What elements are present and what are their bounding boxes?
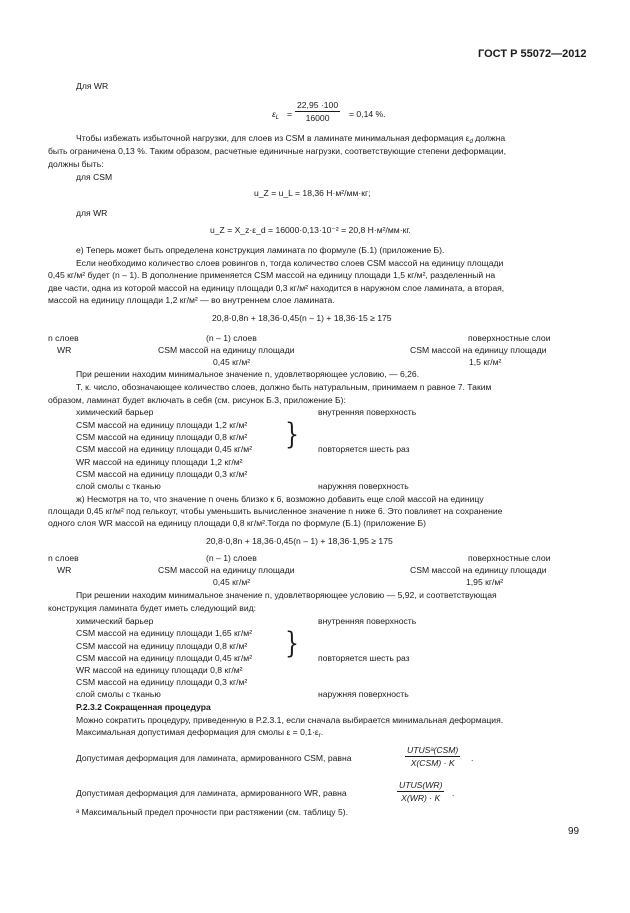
eq-csm: u_Z = u_L = 18,36 Н·м²/мм·кг; xyxy=(254,188,371,198)
para-zh-line1: ж) Несмотря на то, что значение n очень близко к 6, возможно добавить еще слой массой на единицу xyxy=(76,494,484,504)
legend2-wr: WR xyxy=(57,565,72,575)
list1-inner: внутренняя поверхность xyxy=(318,407,417,417)
allow-wr-fraction xyxy=(397,780,444,803)
list2-item: CSM массой на единицу площади 0,45 кг/м² xyxy=(76,653,253,663)
allow-wr-denominator: X(WR) · K xyxy=(401,793,441,803)
para1-line2: быть ограничена 0,13 %. Таким образом, расчетные единичные нагрузки, соответствующие степени деформации, xyxy=(48,146,506,156)
para-e-line2: Если необходимо количество слоев ровингов n, тогда количество слоев CSM массой на единицу площади xyxy=(76,258,504,268)
legend1-15: 1,5 кг/м² xyxy=(469,357,502,367)
eq-wr: u_Z = X_z·ε_d = 16000·0,13·10⁻² = 20,8 Н·м²/мм·кг. xyxy=(210,225,411,235)
legend2-n-minus-1: (n – 1) слоев xyxy=(206,553,257,563)
footnote: ᵃ Максимальный предел прочности при растяжении (см. таблицу 5). xyxy=(76,807,349,817)
strain-result: = 0,14 %. xyxy=(349,109,386,119)
allow-csm-numerator: UTUSᵃ(CSM) xyxy=(407,745,459,755)
eps-symbol: $\varepsilon_L$ xyxy=(272,109,280,121)
legend2-csm-2: CSM массой на единицу площади xyxy=(410,565,547,575)
legend1-csm-2: CSM массой на единицу площади xyxy=(410,345,547,355)
para-min1: При решении находим минимальное значение n, удовлетворяющее условию, — 6,26. xyxy=(76,369,420,379)
list1-repeat: повторяется шесть раз xyxy=(318,444,410,454)
brace-icon: } xyxy=(285,628,299,661)
legend2-surface: поверхностные слои xyxy=(468,553,551,563)
list1-outer: наружняя поверхность xyxy=(318,481,409,491)
allow-wr-text: Допустимая деформация для ламината, армированного WR, равна xyxy=(76,788,347,798)
para-e-line3: 0,45 кг/м² будет (n – 1). В дополнение применяется CSM массой на единицу площади 1,5 кг/м², разделенный на xyxy=(48,270,496,280)
strain-fraction xyxy=(295,100,340,123)
equals-sign: = xyxy=(287,109,293,119)
section-line2: Максимальная допустимая деформация для смолы $\varepsilon = 0,1\cdot\varepsilon_r$. xyxy=(76,727,324,739)
legend1-n-minus-1: (n – 1) слоев xyxy=(206,333,257,343)
list1-item: CSM массой на единицу площади 0,45 кг/м² xyxy=(76,444,253,454)
para-zh-line3: одного слоя WR массой на единицу площади 0,8 кг/м².Тогда по формуле (Б.1) (приложение Б) xyxy=(48,518,426,528)
list2-item: CSM массой на единицу площади 0,3 кг/м² xyxy=(76,677,248,687)
para-min2-line2: конструкция ламината будет иметь следующий вид: xyxy=(48,603,257,613)
list1-item: CSM массой на единицу площади 0,8 кг/м² xyxy=(76,432,248,442)
legend2-045: 0,45 кг/м² xyxy=(213,577,251,587)
para-nat-line2: образом, ламинат будет включать в себя (см. рисунок Б.3, приложение Б): xyxy=(48,395,346,405)
para-e-line1: е) Теперь может быть определена конструкция ламината по формуле (Б.1) (приложение Б). xyxy=(76,245,445,255)
legend1-045: 0,45 кг/м² xyxy=(213,357,251,367)
legend2-195: 1,95 кг/м² xyxy=(466,577,504,587)
allow-csm-denominator: X(CSM) · K xyxy=(410,758,455,768)
wr-label: Для WR xyxy=(76,81,109,91)
section-line1: Можно сократить процедуру, приведенную в Р.2.3.1, если сначала выбирается минимальная деформация. xyxy=(76,715,504,725)
list2-item: CSM массой на единицу площади 1,65 кг/м² xyxy=(76,628,253,638)
list2-item: слой смолы с тканью xyxy=(76,689,161,699)
para-min2-line1: При решении находим минимальное значение n, удовлетворяющее условию — 5,92, и соответствующая xyxy=(76,590,497,600)
list2-item: WR массой на единицу площади 0,8 кг/м² xyxy=(76,665,243,675)
allow-csm-end: . xyxy=(471,753,474,763)
allow-wr-end: . xyxy=(452,788,455,798)
formula-2: 20,8·0,8n + 18,36·0,45(n – 1) + 18,36·1,95 ≥ 175 xyxy=(206,536,393,546)
para1-line3: должны быть: xyxy=(48,159,104,169)
allow-csm-fraction xyxy=(405,745,460,768)
strain-denominator: 16000 xyxy=(305,113,330,123)
list1-item: CSM массой на единицу площади 0,3 кг/м² xyxy=(76,469,248,479)
list1-item: слой смолы с тканью xyxy=(76,481,161,491)
para1-line1: Чтобы избежать избыточной нагрузки, для слоев из CSM в ламинате минимальная деформация $\varepsilon_d$ должна xyxy=(76,133,506,145)
running-header: ГОСТ Р 55072—2012 xyxy=(478,48,587,60)
list2-outer: наружняя поверхность xyxy=(318,689,409,699)
legend1-csm: CSM массой на единицу площади xyxy=(158,345,295,355)
section-title: Р.2.3.2 Сокращенная процедура xyxy=(76,702,211,712)
legend1-wr: WR xyxy=(57,345,72,355)
list1-item: WR массой на единицу площади 1,2 кг/м² xyxy=(76,457,243,467)
list2-inner: внутренняя поверхность xyxy=(318,616,417,626)
legend1-surface: поверхностные слои xyxy=(468,333,551,343)
legend2-n-layers: n слоев xyxy=(48,553,79,563)
para-e-line4: две части, одна из которой массой на единицу площади 0,3 кг/м² находится в наружном слое ламината, а вторая, xyxy=(48,283,505,293)
para-zh-line2: площади 0,45 кг/м² под гелькоут, чтобы уменьшить вычисленное значение n ниже 6. Это повлияет на сохранение xyxy=(48,506,503,516)
list2-item: CSM массой на единицу площади 0,8 кг/м² xyxy=(76,641,248,651)
para-e-line5: массой на единицу площади 1,2 кг/м² — во внутреннем слое ламината. xyxy=(48,295,335,305)
list2-repeat: повторяется шесть раз xyxy=(318,653,410,663)
strain-numerator: 22,95 ·100 xyxy=(297,100,339,110)
allow-wr-numerator: UTUS(WR) xyxy=(399,780,443,790)
list1-item: CSM массой на единицу площади 1,2 кг/м² xyxy=(76,420,248,430)
csm-label: для CSM xyxy=(76,172,113,182)
allow-csm-text: Допустимая деформация для ламината, армированного CSM, равна xyxy=(76,753,352,763)
list1-item: химический барьер xyxy=(76,407,154,417)
brace-icon: } xyxy=(285,419,299,452)
page-number: 99 xyxy=(568,826,580,837)
wr-label-2: для WR xyxy=(76,208,108,218)
para-nat-line1: Т. к. число, обозначающее количество слоев, должно быть натуральным, принимаем n равное 7. Таким xyxy=(76,382,492,392)
list2-item: химический барьер xyxy=(76,616,154,626)
formula-1: 20,8·0,8n + 18,36·0,45(n – 1) + 18,36·15 ≥ 175 xyxy=(212,313,392,323)
legend2-csm: CSM массой на единицу площади xyxy=(158,565,295,575)
legend1-n-layers: n слоев xyxy=(48,333,79,343)
